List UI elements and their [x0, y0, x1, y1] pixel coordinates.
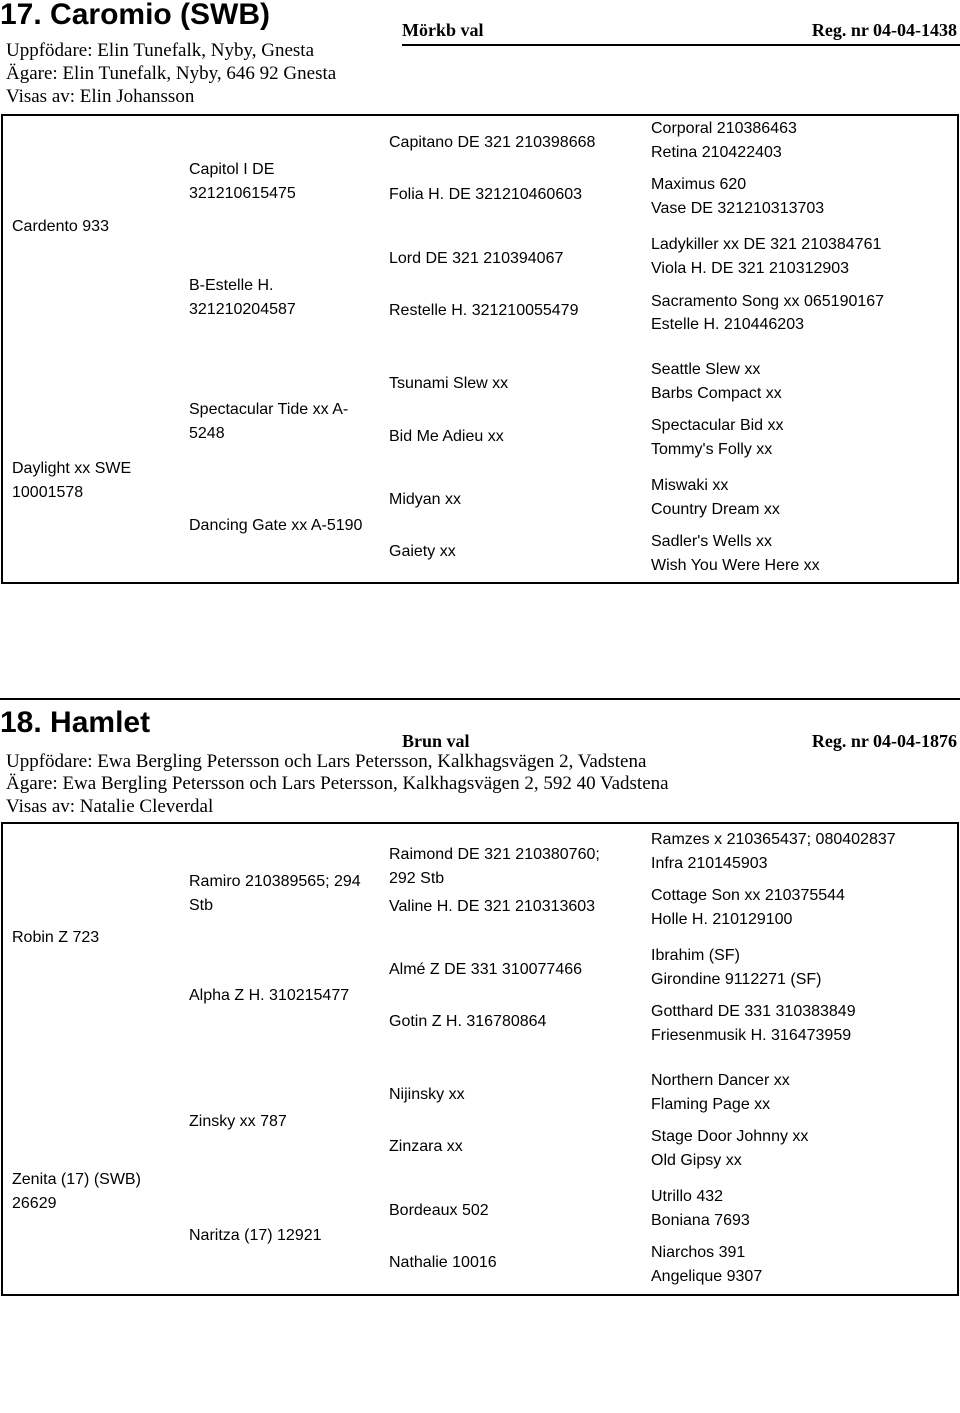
pedigree-gen4: Estelle H. 210446203 [651, 316, 804, 333]
pedigree-gen3: Capitano DE 321 210398668 [389, 134, 596, 151]
pedigree-gen4: Northern Dancer xx [651, 1072, 790, 1089]
pedigree-gen2: Spectacular Tide xx A-5248 [189, 401, 349, 442]
pedigree-gen3: Folia H. DE 321210460603 [389, 186, 583, 203]
pedigree-gen3: Gaiety xx [389, 543, 456, 560]
pedigree-gen4: Infra 210145903 [651, 855, 768, 872]
pedigree-gen4: Spectacular Bid xx [651, 417, 784, 434]
shown-by: Visas av: Natalie Cleverdal [6, 796, 214, 817]
pedigree-gen3: Lord DE 321 210394067 [389, 250, 564, 267]
pedigree-gen4: Stage Door Johnny xx [651, 1128, 809, 1145]
entry-title: 17. Caromio (SWB) [0, 0, 271, 31]
pedigree-gen4: Maximus 620 [651, 176, 747, 193]
header-rule [402, 44, 960, 46]
pedigree-gen4: Old Gipsy xx [651, 1152, 742, 1169]
pedigree-gen2: Ramiro 210389565; 294 Stb [189, 873, 361, 914]
reg-number: Reg. nr 04-04-1438 [811, 20, 957, 40]
pedigree-gen4: Cottage Son xx 210375544 [651, 887, 845, 904]
pedigree-gen3: Restelle H. 321210055479 [389, 302, 579, 319]
pedigree-gen4: Wish You Were Here xx [651, 557, 820, 574]
pedigree-gen4: Country Dream xx [651, 501, 780, 518]
breeder: Uppfödare: Elin Tunefalk, Nyby, Gnesta [6, 40, 314, 61]
pedigree-gen4: Angelique 9307 [651, 1268, 763, 1285]
pedigree-gen2: Alpha Z H. 310215477 [189, 987, 350, 1004]
reg-number: Reg. nr 04-04-1876 [811, 731, 957, 751]
pedigree-gen4: Tommy's Folly xx [651, 441, 773, 458]
pedigree-gen4: Gotthard DE 331 310383849 [651, 1003, 856, 1020]
pedigree-gen3: Nijinsky xx [389, 1086, 465, 1103]
pedigree-gen4: Vase DE 321210313703 [651, 200, 825, 217]
entry-title: 18. Hamlet [0, 706, 151, 739]
pedigree-gen4: Miswaki xx [651, 477, 729, 494]
section-rule [0, 698, 960, 700]
pedigree-gen3: Raimond DE 321 210380760; 292 Stb [389, 846, 600, 887]
pedigree-gen3: Almé Z DE 331 310077466 [389, 961, 583, 978]
pedigree-gen3: Tsunami Slew xx [389, 375, 509, 392]
breeder: Uppfödare: Ewa Bergling Petersson och Lars Petersson, Kalkhagsvägen 2, Vadstena [6, 751, 647, 772]
pedigree-gen4: Ladykiller xx DE 321 210384761 [651, 236, 882, 253]
pedigree-sire: Robin Z 723 [12, 929, 100, 946]
shown-by: Visas av: Elin Johansson [6, 86, 195, 107]
pedigree-gen2: Dancing Gate xx A-5190 [189, 517, 363, 534]
pedigree-dam: Daylight xx SWE 10001578 [12, 460, 132, 501]
owner: Ägare: Elin Tunefalk, Nyby, 646 92 Gnesta [6, 63, 337, 84]
pedigree-gen4: Flaming Page xx [651, 1096, 771, 1113]
pedigree-gen4: Girondine 9112271 (SF) [651, 971, 822, 988]
pedigree-gen4: Viola H. DE 321 210312903 [651, 260, 850, 277]
pedigree-gen4: Niarchos 391 [651, 1244, 746, 1261]
pedigree-gen3: Gotin Z H. 316780864 [389, 1013, 547, 1030]
pedigree-gen3: Bordeaux 502 [389, 1202, 489, 1219]
pedigree-gen3: Bid Me Adieu xx [389, 428, 504, 445]
color-label: Mörkb val [402, 20, 484, 40]
owner: Ägare: Ewa Bergling Petersson och Lars Petersson, Kalkhagsvägen 2, 592 40 Vadstena [6, 773, 669, 794]
pedigree-gen4: Boniana 7693 [651, 1212, 750, 1229]
pedigree-gen4: Sadler's Wells xx [651, 533, 773, 550]
pedigree-gen4: Retina 210422403 [651, 144, 782, 161]
pedigree-sire: Cardento 933 [12, 218, 109, 235]
color-label: Brun val [402, 731, 470, 751]
pedigree-gen4: Utrillo 432 [651, 1188, 724, 1205]
pedigree-gen4: Friesenmusik H. 316473959 [651, 1027, 852, 1044]
pedigree-gen2: Capitol I DE 321210615475 [189, 161, 296, 202]
pedigree-gen4: Seattle Slew xx [651, 361, 761, 378]
pedigree-gen3: Midyan xx [389, 491, 462, 508]
pedigree-gen2: Zinsky xx 787 [189, 1113, 287, 1130]
pedigree-gen4: Holle H. 210129100 [651, 911, 793, 928]
pedigree-gen4: Ramzes x 210365437; 080402837 [651, 831, 896, 848]
pedigree-gen4: Corporal 210386463 [651, 120, 797, 137]
pedigree-gen4: Sacramento Song xx 065190167 [651, 293, 885, 310]
pedigree-gen4: Barbs Compact xx [651, 385, 782, 402]
pedigree-gen3: Valine H. DE 321 210313603 [389, 898, 596, 915]
pedigree-dam: Zenita (17) (SWB) 26629 [12, 1171, 141, 1212]
pedigree-gen2: B-Estelle H. 321210204587 [189, 277, 296, 318]
pedigree-gen3: Nathalie 10016 [389, 1254, 497, 1271]
pedigree-gen4: Ibrahim (SF) [651, 947, 740, 964]
pedigree-gen3: Zinzara xx [389, 1138, 463, 1155]
pedigree-gen2: Naritza (17) 12921 [189, 1227, 322, 1244]
